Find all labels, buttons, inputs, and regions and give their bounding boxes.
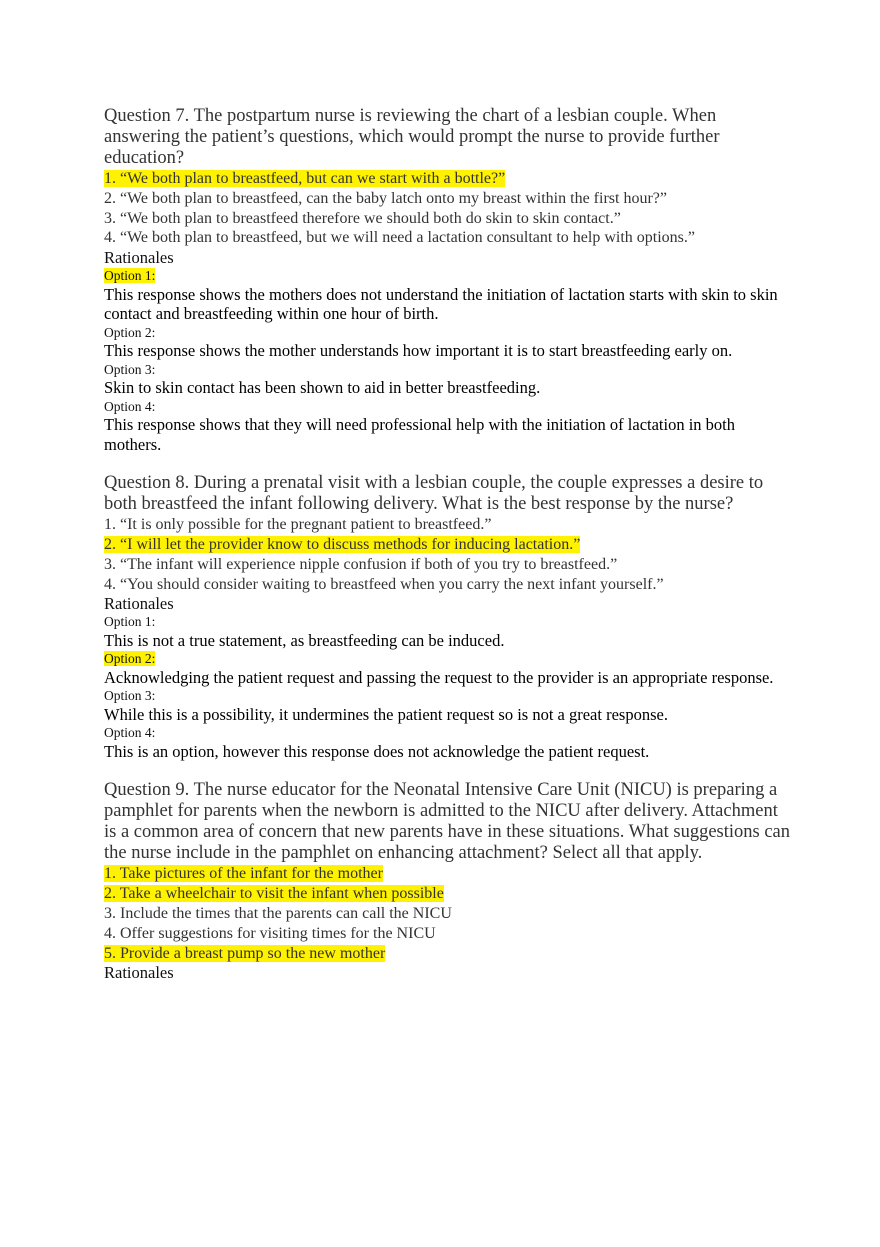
rationales-heading: Rationales (104, 594, 174, 614)
answer-option-text-highlighted: 2. Take a wheelchair to visit the infant when possible (104, 885, 444, 903)
answer-option (104, 864, 794, 884)
document-content (104, 106, 794, 1002)
rationale-text: This is an option, however this response does not acknowledge the patient request. (104, 741, 650, 761)
rationale-label-text: Option 3: (104, 361, 156, 377)
answer-option (104, 189, 794, 209)
answer-option-text-highlighted: 5. Provide a breast pump so the new mother (104, 944, 386, 962)
rationale-label-text: Option 2: (104, 324, 156, 340)
rationale-label-text: Option 2: (104, 651, 156, 667)
rationale-label-text: Option 4: (104, 398, 156, 414)
answer-option (104, 209, 794, 229)
rationale-text: This response shows that they will need professional help with the initiation of lactation in both mothers. (104, 415, 736, 454)
answer-option (104, 884, 794, 904)
answer-option-text: 2. “We both plan to breastfeed, can the baby latch onto my breast within the first hour?” (104, 189, 667, 207)
rationale-label (104, 651, 794, 668)
answer-option-text-highlighted: 1. “We both plan to breastfeed, but can we start with a bottle?” (104, 170, 506, 187)
question-block (104, 473, 794, 761)
answer-option-text: 3. Include the times that the parents can call the NICU (104, 904, 452, 922)
answer-option (104, 169, 794, 189)
rationale-label-text: Option 3: (104, 688, 156, 704)
rationales-heading: Rationales (104, 963, 174, 983)
rationale-label (104, 325, 794, 342)
answer-option (104, 944, 794, 964)
answer-option (104, 904, 794, 924)
answer-option-text: 4. “You should consider waiting to breastfeed when you carry the next infant yourself.” (104, 575, 664, 593)
rationale-text: This response shows the mother understands how important it is to start breastfeeding early on. (104, 341, 733, 361)
rationale-text: Skin to skin contact has been shown to aid in better breastfeeding. (104, 378, 541, 398)
question-stem: Question 8. During a prenatal visit with a lesbian couple, the couple expresses a desire to both breastfeed the infant following delivery. What is the best response by the nurse? (104, 473, 764, 515)
answer-option-text-highlighted: 2. “I will let the provider know to discuss methods for inducing lactation.” (104, 535, 581, 553)
rationales-heading: Rationales (104, 248, 174, 268)
rationale-label (104, 725, 794, 742)
rationale-text: Acknowledging the patient request and passing the request to the provider is an appropriate response. (104, 667, 774, 687)
answer-option-text: 1. “It is only possible for the pregnant patient to breastfeed.” (104, 516, 492, 534)
answer-option-text: 4. “We both plan to breastfeed, but we will need a lactation consultant to help with options.” (104, 229, 695, 247)
answer-option-text-highlighted: 1. Take pictures of the infant for the mother (104, 865, 383, 883)
rationale-label-text: Option 4: (104, 725, 156, 741)
rationale-label (104, 614, 794, 631)
question-block (104, 780, 794, 983)
answer-option (104, 515, 794, 535)
rationale-text: This response shows the mothers does not understand the initiation of lactation starts with skin to skin contact and breastfeeding within one hour of birth. (104, 284, 778, 324)
answer-option (104, 228, 794, 248)
rationale-label-text: Option 1: (104, 614, 156, 630)
answer-option (104, 575, 794, 595)
answer-option-text: 3. “The infant will experience nipple confusion if both of you try to breastfeed.” (104, 555, 618, 573)
answer-option (104, 924, 794, 944)
rationale-label (104, 362, 794, 379)
answer-option (104, 555, 794, 575)
answer-option-text: 4. Offer suggestions for visiting times for the NICU (104, 924, 436, 942)
rationale-label-text: Option 1: (104, 268, 156, 284)
question-block (104, 106, 794, 454)
rationale-label (104, 399, 794, 416)
rationale-text: This is not a true statement, as breastfeeding can be induced. (104, 630, 505, 650)
question-stem: Question 9. The nurse educator for the Neonatal Intensive Care Unit (NICU) is preparing a pamphlet for parents when the newborn is admitted to the NICU after delivery. Attachment is a common area of concern that new parents have in these situations. What suggestions can the nurse include in the pamphlet on enhancing attachment? Select all that apply. (104, 780, 791, 864)
question-stem: Question 7. The postpartum nurse is reviewing the chart of a lesbian couple. When answering the patient’s questions, which would prompt the nurse to provide further education? (104, 106, 720, 168)
rationale-text: While this is a possibility, it undermines the patient request so is not a great response. (104, 704, 668, 724)
answer-option (104, 535, 794, 555)
answer-option-text: 3. “We both plan to breastfeed therefore we should both do skin to skin contact.” (104, 209, 621, 227)
rationale-label (104, 268, 794, 285)
rationale-label (104, 688, 794, 705)
